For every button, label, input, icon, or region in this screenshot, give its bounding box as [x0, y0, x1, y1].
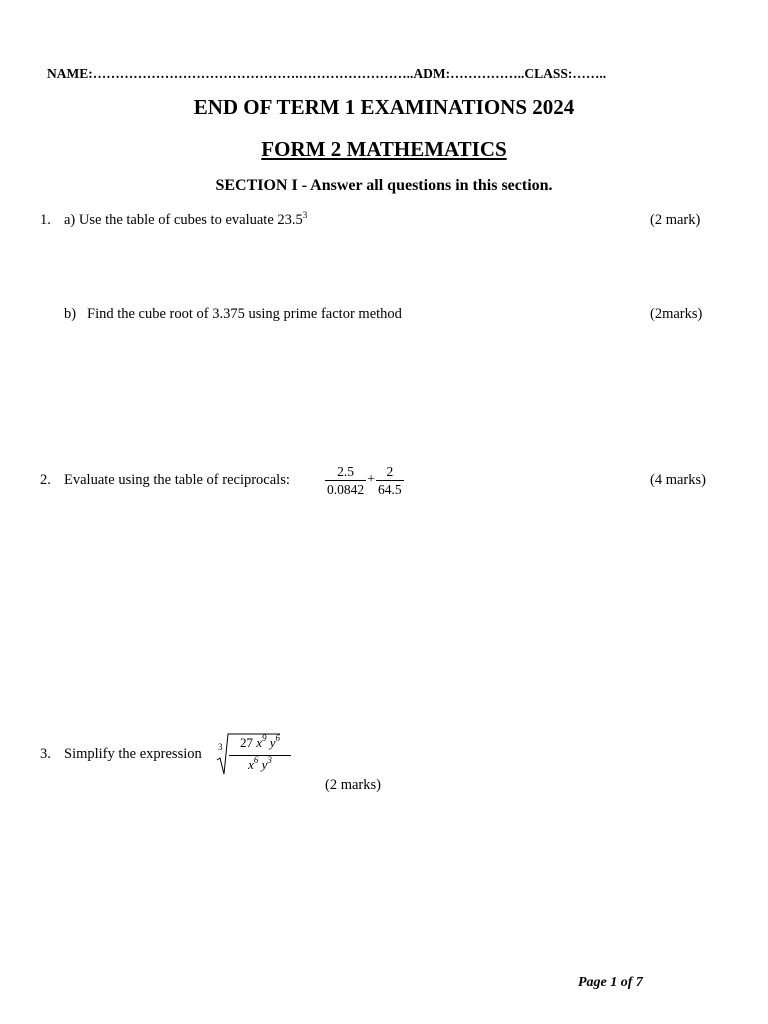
question-1b-marks: (2marks) — [650, 306, 703, 322]
question-1a-exponent: 3 — [302, 210, 308, 220]
question-2-text: Evaluate using the table of reciprocals: — [64, 472, 290, 488]
question-1a-text: a) Use the table of cubes to evaluate 23.5$^3$ — [64, 210, 308, 228]
question-3-marks: (2 marks) — [325, 777, 381, 793]
fraction-1-denominator: 0.0842 — [327, 482, 365, 497]
question-3-text: Simplify the expression — [64, 746, 202, 762]
plus-operator: + — [367, 472, 376, 487]
question-1b-label: b) — [64, 306, 77, 322]
question-1-number: 1. — [40, 212, 51, 228]
question-1b-text: Find the cube root of 3.375 using prime factor method — [87, 306, 402, 322]
section-heading: SECTION I - Answer all questions in this section. — [215, 177, 553, 194]
fraction-1 — [325, 464, 366, 498]
name-adm-class-line: NAME:……………………………………….……………………..ADM:……………..CLASS:…….. — [47, 66, 607, 81]
exam-title: END OF TERM 1 EXAMINATIONS 2024 — [193, 95, 575, 119]
question-1a-marks: (2 mark) — [650, 212, 701, 228]
question-3-expression — [214, 730, 284, 778]
question-2-number: 2. — [40, 472, 51, 488]
question-2-expression — [325, 461, 404, 501]
page-number: Page 1 of 7 — [578, 975, 643, 990]
fraction-2-denominator: 64.5 — [378, 482, 402, 497]
fraction-2 — [376, 464, 404, 498]
question-3-number: 3. — [40, 746, 51, 762]
question-2-marks: (4 marks) — [650, 472, 706, 488]
fraction-1-numerator: 2.5 — [337, 464, 354, 479]
radicand-numerator: 27 $x^9$ $y^6$ — [239, 733, 281, 750]
radicand-denominator: $x^6$ $y^3$ — [229, 755, 291, 773]
fraction-2-numerator: 2 — [386, 464, 394, 479]
subject-title: FORM 2 MATHEMATICS — [261, 137, 507, 161]
root-index: 3 — [218, 742, 223, 752]
